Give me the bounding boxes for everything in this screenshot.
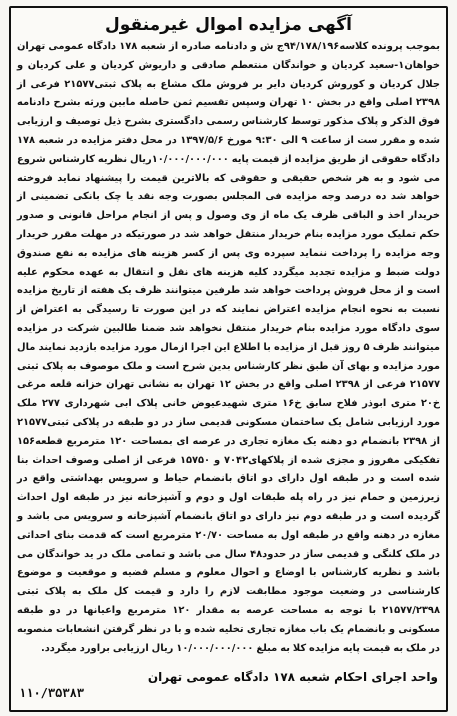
issuing-authority: واحد اجرای احکام شعبه ۱۷۸ دادگاه عمومی تهران	[147, 670, 438, 684]
notice-body: بموجب پرونده کلاسه۹۴/۱۷۸/۱۹۶ج ش و دادنامه صادره از شعبه ۱۷۸ دادگاه عمومی تهران خواهان۱-سعید کردیان و خواندگان منتعطم صادقی و داریوش کردیان و علی کردیان و جلال کردیان و کوروش کردیان دایر بر فروش ملک مشاع به پلاک ثبتی۲۱۵۷۷ فرعی از ۲۳۹۸ اصلی واقع در بخش ۱۰ تهران وسپس تقسیم ثمن حاصله مابین ورثه بشرح دادنامه فوق الذکر و پلاک مذکور توسط کارشناس رسمی دادگستری بشرح ذیل توصیف و ارزیابی شده و مقرر ست از ساعت ۹ الی ۹:۳۰ مورخ ۱۳۹۷/۵/۶ در محل دفتر مزایده در شعبه ۱۷۸ دادگاه حقوقی از طریق مزایده از قیمت پایه ۱۰/۰۰۰/۰۰۰/۰۰۰ریال نظریه کارشناس شروع می شود و به هر شخص حقیقی و حقوقی که بالاترین قیمت را پیشنهاد نماید فروخته خواهد شد ده درصد وجه مزایده فی المجلس بصورت وجه نقد یا چک بانکی تضمینی از خریدار اخذ و الباقی ظرف یک ماه از وی وصول و پس از انجام مراحل قانونی و صدور حکم تملیک مورد مزایده بنام خریدار منتقل خواهد شد در صورتیکه در مهلت مقرر خریدار وجه مزایده را پرداخت ننماید سپرده وی پس از کسر هزینه های مزایده به نفع صندوق دولت ضبط و مزایده تجدید میگردد کلیه هزینه های نقل و انتقال به عهده محکوم علیه است و از محل فروش پرداخت خواهد شد طرفین میتوانند ظرف یک هفته از تاریخ مزایده نسبت به نحوه انجام مزایده اعتراض نمایند که در این صورت تا رسیدگی به اعتراض از سوی دادگاه مورد مزایده بنام خریدار منتقل نخواهد شد ضمنا طالبین شرکت در مزایده میتوانند ظرف ۵ روز قبل از مزایده با اطلاع این اجرا ازمال مورد مزایده بازدید نمایند مال مورد مزایده و بهای آن طبق نظر کارشناس بدین شرح است و ملک موصوف به پلاک ثبتی ۲۱۵۷۷ فرعی از ۲۳۹۸ اصلی واقع در بخش ۱۲ تهران به نشانی تهران خزانه قلعه مرغی خ۲۰ متری ابوذر فلاح سابق خ۱۶ متری شهیدعیوض خانی پلاک ابی شهرداری ۲۷۷ ملک مورد ارزیابی شامل یک ساختمان مسکونی قدیمی ساز در دو طبقه در پلاکی ثبتی۲۱۵۷۷ از ۲۳۹۸ بانضمام دو دهنه یک مغازه تجاری در عرصه ای بمساحت ۱۲۰ مترمربع قطعه۱۵۶ تفکیکی مفروز و مجزی شده از پلاکهای۷۰۴۲ و ۱۵۷۵۰ فرعی از اصلی وصوف احداث بنا شده است و در طبقه اول دارای دو اتاق بانضمام حیاط و سرویس بهداشتی واقع در زیرزمین و حمام نیز در راه پله طبقات اول و دوم و آشپزخانه نیز در طبقه اول احداث گردیده است و در طبقه دوم نیز دارای دو اتاق بانضمام آشپزخانه و سرویس می باشد و مغازه در دهنه واقع در طبقه اول به مساحت ۲۰/۷۰ مترمربع است که قدمت بنای احداثی در ملک کلنگی و قدیمی ساز در حدود۴۸ سال می باشد و تمامی ملک در ید خواندگان می باشد و نظریه کارشناس با اوضاع و احوال معلوم و مسلم قضیه و موقعیت و موضوع کارشناسی در وضعیت موجود مطابقت لازم را دارد و قیمت کل ملک به پلاک ثبتی ۲۱۵۷۷/۲۳۹۸ با توجه به مساحت عرصه به مقدار ۱۲۰ مترمربع واعیانها در دو طبقه مسکونی و بانضمام یک باب مغازه تجاری تخلیه شده و با در نظر گرفتن انشعابات منصوبه در ملک به قیمت پایه مزایده کلا به مبلغ ۱۰/۰۰۰/۰۰۰/۰۰۰ ریال ارزیابی براورد میگردد.	[17, 41, 441, 654]
reference-number: ۱۱۰/۳۵۳۸۳	[19, 686, 85, 700]
notice-title: آگهی مزایده اموال غیرمنقول	[105, 15, 352, 35]
auction-notice	[9, 6, 448, 712]
